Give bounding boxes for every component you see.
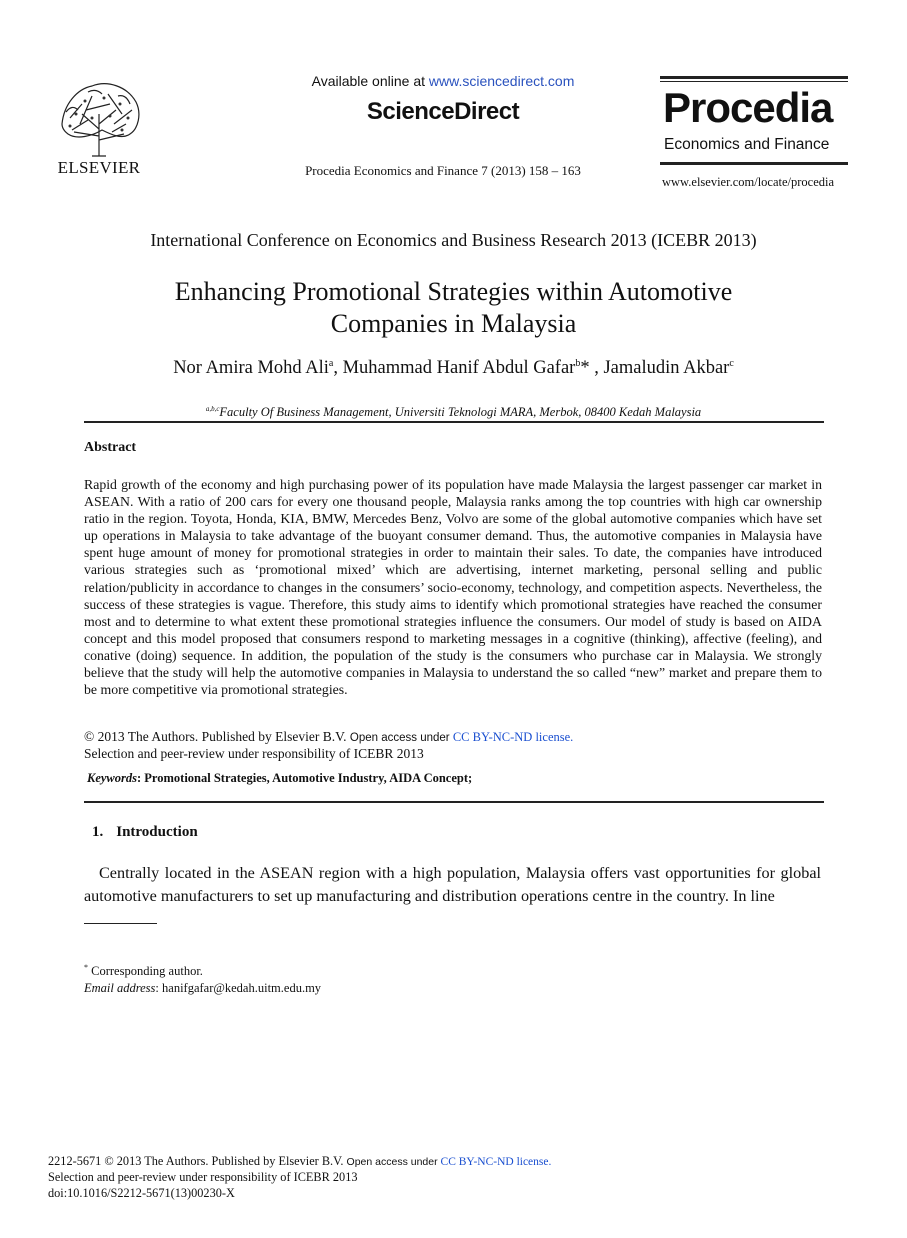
footnote-rule <box>84 923 157 924</box>
journal-logo-rule-top <box>660 76 848 79</box>
paper-title-line1: Enhancing Promotional Strategies within Automotive <box>174 277 733 306</box>
section-heading-introduction: 1. Introduction <box>92 824 198 840</box>
footer-license-link[interactable]: CC BY-NC-ND license. <box>440 1156 552 1168</box>
footer-doi[interactable]: doi:10.1016/S2212-5671(13)00230-X <box>48 1186 235 1200</box>
author-2: Muhammad Hanif Abdul Gafar <box>342 358 576 378</box>
abstract-divider <box>84 801 824 803</box>
paper-title <box>0 276 907 340</box>
abstract-heading: Abstract <box>84 440 137 455</box>
elsevier-logo <box>52 74 146 178</box>
author-list: Nor Amira Mohd Ali$^a$, Muhammad Hanif Abdul Gafar$^b$* , Jamaludin Akbar$^c$ <box>173 357 734 378</box>
journal-reference: Procedia Economics and Finance 7 (2013) 158 – 163 <box>305 163 581 178</box>
footer-peer-review: Selection and peer-review under responsibility of ICEBR 2013 <box>48 1170 358 1184</box>
peer-review-line: Selection and peer-review under responsibility of ICEBR 2013 <box>84 746 424 761</box>
abstract-body: Rapid growth of the economy and high purchasing power of its population have made Malaysia the largest passenger car market in ASEAN. With a ratio of 200 cars for every one thousand people, Malaysia ranks among the top countries with high car ownership ratio in the region. Toyota, Honda, KIA, BMW, Mercedes Benz, Volvo are some of the global automotive companies which have set up operations in Malaysia to take advantage of the buoyant consumer demand. Thus, the automotive companies in Malaysia have spent huge amount of money for promotional strategies in order to maintain their sales. To date, the companies have introduced various strategies such as ‘promotional mixed’ which are advertising, internet marketing, personal selling and public relation/publicity in accordance to changes in the consumers’ socio-economy, technology, and competition aspects. Nevertheless, the success of these strategies is vague. Therefore, this study aims to identify which promotional strategies have reached the consumer most and to determine to what extent these promotional strategies influence the consumers. Our model of study is based on AIDA concept and this model proposed that consumers respond to marketing messages in a cognitive (thinking), affective (feeling), and conative (doing) sequence. In addition, the population of the study is the consumers who purchase car in Malaysia. We strongly believe that the study will help the automotive companies in Malaysia to understand the so called “new” market and prepare them to be more competitive via promotional strategies. <box>84 477 822 698</box>
email-note: Email address: hanifgafar@kedah.uitm.edu.my <box>84 981 322 995</box>
introduction-body: Centrally located in the ASEAN region with a high population, Malaysia offers vast opportunities for global automotive manufacturers to set up manufacturing and distribution operations centre in the country. In line <box>84 864 821 905</box>
journal-url[interactable]: www.elsevier.com/locate/procedia <box>662 175 835 189</box>
elsevier-tree-icon <box>52 74 146 158</box>
journal-logo-subtitle: Economics and Finance <box>664 136 830 153</box>
journal-logo-title: Procedia <box>663 84 833 131</box>
title-divider <box>84 421 824 423</box>
license-link[interactable]: CC BY-NC-ND license. <box>452 730 574 744</box>
author-3: Jamaludin Akbar <box>603 358 730 378</box>
footer-issn-line: 2212-5671 © 2013 The Authors. Published by Elsevier B.V. Open access under CC BY-NC-ND license. <box>48 1154 552 1168</box>
journal-logo-rule-top-thin <box>660 81 848 82</box>
corresponding-author-note: * Corresponding author. <box>84 962 203 978</box>
sciencedirect-brand: ScienceDirect <box>366 98 520 125</box>
elsevier-wordmark: ELSEVIER <box>57 158 141 177</box>
conference-name: International Conference on Economics and Business Research 2013 (ICEBR 2013) <box>150 230 757 250</box>
available-online: Available online at www.sciencedirect.com <box>311 73 575 89</box>
affiliation: $^{a,b,c}$Faculty Of Business Management, Universiti Teknologi MARA, Merbok, 08400 Kedah Malaysia <box>205 404 702 419</box>
sciencedirect-link[interactable]: www.sciencedirect.com <box>428 73 575 89</box>
paper-title-line2: Companies in Malaysia <box>330 309 577 338</box>
author-1: Nor Amira Mohd Ali <box>173 358 329 378</box>
copyright-line: © 2013 The Authors. Published by Elsevier B.V. Open access under CC BY-NC-ND license. <box>84 729 574 744</box>
keywords: Keywords: Promotional Strategies, Automotive Industry, AIDA Concept; <box>87 771 473 785</box>
journal-logo-rule-bottom <box>660 162 848 165</box>
